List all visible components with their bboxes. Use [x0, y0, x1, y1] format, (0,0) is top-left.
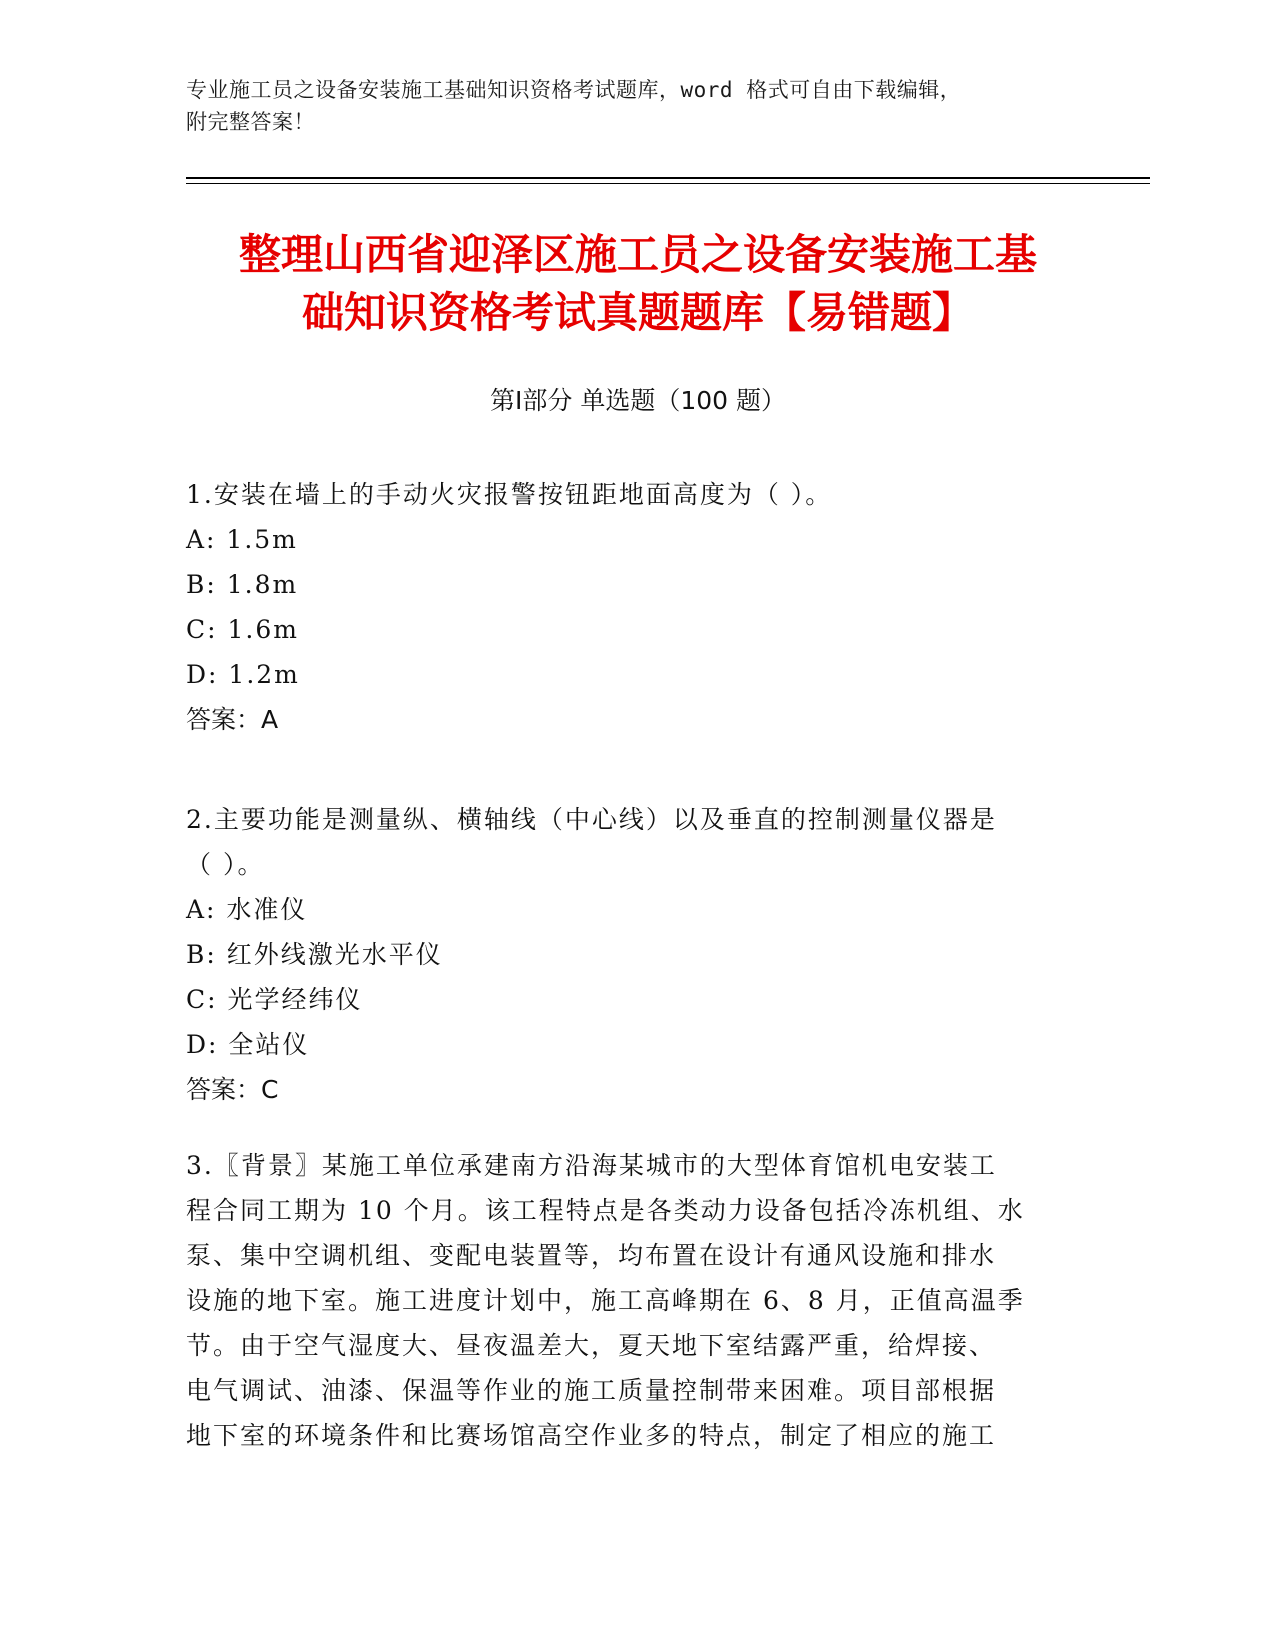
- question-2: [186, 797, 1076, 1112]
- question-stem: 2.主要功能是测量纵、横轴线（中心线）以及垂直的控制测量仪器是: [186, 805, 997, 834]
- document-title-line-2: 础知识资格考试真题题库【易错题】: [301, 288, 974, 337]
- question-stem: 1.安装在墙上的手动火灾报警按钮距地面高度为（ ）。: [186, 480, 833, 509]
- section-title: 第Ⅰ部分 单选题（100 题）: [490, 386, 786, 415]
- header-rule-thin: [186, 183, 1150, 184]
- question-stem-line: 3.〖背景〗某施工单位承建南方沿海某城市的大型体育馆机电安装工: [186, 1151, 997, 1180]
- option-d: D: 全站仪: [186, 1030, 310, 1059]
- question-stem-continued: （ ）。: [186, 850, 265, 879]
- answer: 答案：C: [186, 1075, 279, 1104]
- question-stem-line: 设施的地下室。施工进度计划中，施工高峰期在 6、8 月，正值高温季: [186, 1286, 1025, 1315]
- answer: 答案：A: [186, 705, 279, 734]
- option-c: C: 1.6m: [186, 615, 299, 644]
- option-d: D: 1.2m: [186, 660, 300, 689]
- option-c: C: 光学经纬仪: [186, 985, 363, 1014]
- question-3: [186, 1143, 1076, 1458]
- header-note: [186, 74, 1076, 138]
- option-b: B: 红外线激光水平仪: [186, 940, 443, 969]
- option-b: B: 1.8m: [186, 570, 299, 599]
- option-a: A: 水准仪: [186, 895, 308, 924]
- question-stem-line: 电气调试、油漆、保温等作业的施工质量控制带来困难。项目部根据: [186, 1376, 997, 1405]
- header-rule-thick: [186, 177, 1150, 179]
- header-note-line-1: 专业施工员之设备安装施工基础知识资格考试题库，word 格式可自由下载编辑，: [186, 78, 962, 102]
- document-title-line-1: 整理山西省迎泽区施工员之设备安装施工基: [238, 230, 1037, 279]
- document-title: [186, 226, 1090, 342]
- option-a: A: 1.5m: [186, 525, 298, 554]
- header-note-line-2: 附完整答案！: [186, 110, 315, 134]
- question-stem-line: 地下室的环境条件和比赛场馆高空作业多的特点，制定了相应的施工: [186, 1421, 997, 1450]
- question-stem-line: 泵、集中空调机组、变配电装置等，均布置在设计有通风设施和排水: [186, 1241, 997, 1270]
- question-1: [186, 472, 1076, 742]
- question-stem-line: 节。由于空气湿度大、昼夜温差大，夏天地下室结露严重，给焊接、: [186, 1331, 997, 1360]
- question-stem-line: 程合同工期为 10 个月。该工程特点是各类动力设备包括冷冻机组、水: [186, 1196, 1025, 1225]
